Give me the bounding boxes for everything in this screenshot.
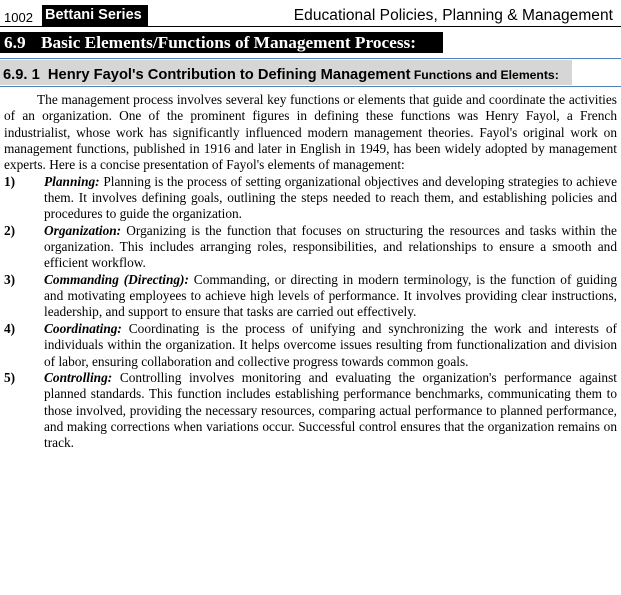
list-marker: 4) [4,320,16,336]
element-term: Organization: [44,222,122,238]
subsection-title-main: Henry Fayol's Contribution to Defining Management [47,67,411,83]
element-term: Commanding (Directing): [44,271,189,287]
list-marker: 5) [4,369,16,385]
element-description: Planning is the process of setting organizational objectives and developing strategies to achieve them. It involves defining goals, outlining the steps needed to reach them, and establishing policies and procedures to guide the organization. [44,173,617,222]
element-description: Commanding, or directing in modern terminology, is the function of guiding and motivating employees to achieve high levels of performance. It involves providing clear instructions, leadership, and support to ensure that tasks are carried out effectively. [44,271,618,320]
page-number: 1002 [4,10,33,25]
list-marker: 2) [4,222,16,238]
element-item-commanding [4,272,617,321]
element-term: Planning: [44,173,100,189]
subsection-heading [0,60,572,85]
element-description: Organizing is the function that focuses on structuring the resources and tasks within the organization. This includes arranging roles, responsibilities, and relationships to ensure a smooth and efficient workflow. [44,222,617,271]
element-item-planning [4,174,617,223]
element-description: Controlling involves monitoring and evaluating the organization's performance against planned standards. This function includes establishing performance benchmarks, communicating them to those involved, providing the necessary resources, comparing actual performance to planned performance, and making corrections when variations occur. Successful control ensures that the organization remains on track. [44,369,617,451]
list-marker: 1) [4,173,16,189]
section-heading [0,32,443,53]
subsection-heading-bar [0,58,621,87]
section-title: Basic Elements/Functions of Management Process: [41,33,417,52]
intro-paragraph: The management process involves several key functions or elements that guide and coordinate the activities of an organization. One of the prominent figures in defining these functions was Henry Fayol, a French industrialist, whose work has significantly influenced modern management theories. Fayol's original work on management functions, published in 1916 and later in English in 1949, has been widely adopted by management experts. Here is a concise presentation of Fayol's elements of management: [4,92,617,173]
subsection-title-rest: Functions and Elements: [413,68,559,82]
series-label: Bettani Series [42,5,148,26]
body-text [4,92,617,452]
element-item-coordinating [4,321,617,370]
element-term: Controlling: [44,369,113,385]
book-title: Educational Policies, Planning & Management [293,7,613,24]
subsection-number: 6.9. 1 [3,67,40,83]
list-marker: 3) [4,271,16,287]
element-description: Coordinating is the process of unifying and synchronizing the work and interests of individuals within the organization. It helps overcome issues resulting from functionalization and division of labor, ensuring collaboration and collective progress towards common goals. [44,320,617,369]
element-term: Coordinating: [44,320,122,336]
element-item-organization [4,223,617,272]
running-header [0,4,621,27]
element-item-controlling [4,370,617,452]
section-number: 6.9 [4,33,26,52]
